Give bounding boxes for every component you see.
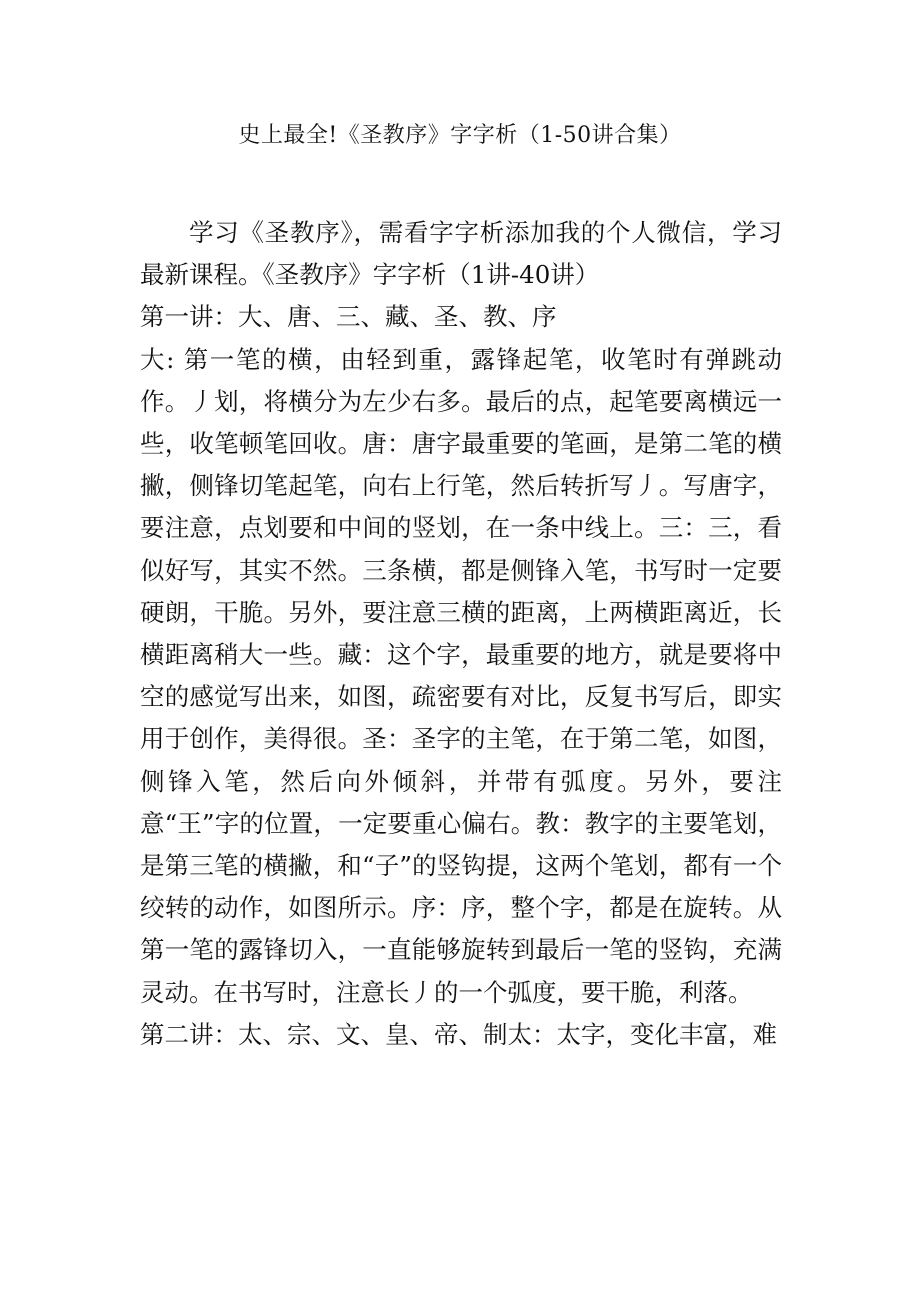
lecture-1-heading: 第一讲：大、唐、三、藏、圣、教、序	[140, 302, 557, 332]
document-body	[140, 212, 782, 1056]
intro-paragraph: 学习《圣教序》，需看字字析添加我的个人微信，学习最新课程。《圣教序》字字析（1讲-40讲）	[140, 218, 782, 290]
document-title: 史上最全!《圣教序》字字析（1-50讲合集）	[238, 123, 682, 148]
lecture-2-start: 第二讲：太、宗、文、皇、帝、制太：太字，变化丰富，难	[140, 1019, 777, 1049]
lecture-1-body: 大: 第一笔的横，由轻到重，露锋起笔，收笔时有弹跳动作。丿划，将横分为左少右多。最后的点，起笔要离横远一些，收笔顿笔回收。唐：唐字最重要的笔画，是第二笔的横撇，侧锋切笔起笔，向右上行笔，然后转折写丿。写唐字，要注意，点划要和中间的竖划，在一条中线上。三：三，看似好写，其实不然。三条横，都是侧锋入笔，书写时一定要硬朗，干脆。另外，要注意三横的距离，上两横距离近，长横距离稍大一些。藏：这个字，最重要的地方，就是要将中空的感觉写出来，如图，疏密要有对比，反复书写后，即实用于创作，美得很。圣：圣字的主笔，在于第二笔，如图，侧锋入笔，然后向外倾斜，并带有弧度。另外，要注意“王”字的位置，一定要重心偏右。教：教字的主要笔划，是第三笔的横撇，和“子”的竖钩提，这两个笔划，都有一个绞转的动作，如图所示。序：序，整个字，都是在旋转。从第一笔的露锋切入，一直能够旋转到最后一笔的竖钩，充满灵动。在书写时，注意长丿的一个弧度，要干脆，利落。	[140, 344, 782, 1007]
